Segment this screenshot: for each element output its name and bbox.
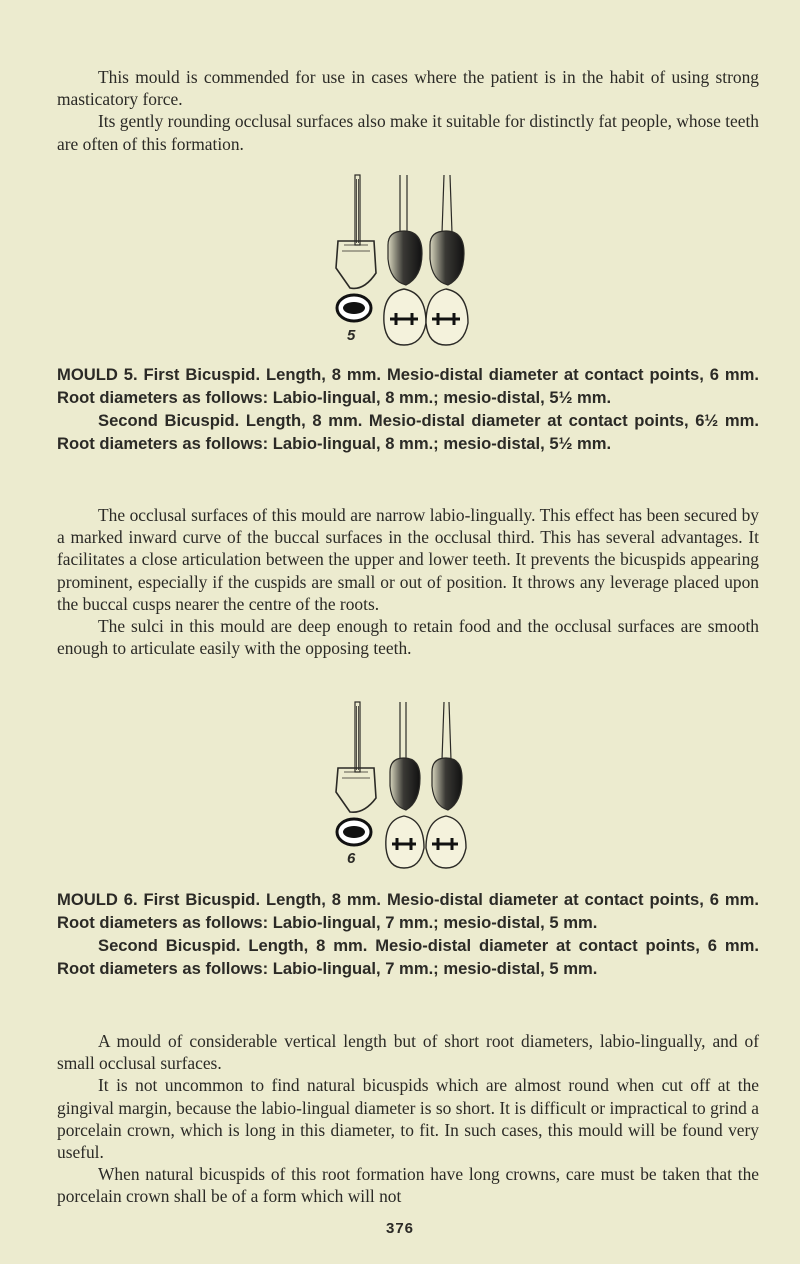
mould-5-paragraph-4: The sulci in this mould are deep enough to retain food and the occlusal surfaces are smooth enough to articulate easily with the opposing teeth. xyxy=(57,616,759,659)
mould-5-first-bicuspid: MOULD 5. First Bicuspid. Length, 8 mm. Mesio-distal diameter at contact points, 6 mm. Root diameters as follows: Labio-lingual, 8 mm.; mesio-distal, 5½ mm. xyxy=(57,365,759,407)
mould-6-specs xyxy=(57,888,759,980)
intro-paragraph-1: This mould is commended for use in cases where the patient is in the habit of using strong masticatory force. xyxy=(57,67,759,110)
intro-paragraph-2: Its gently rounding occlusal surfaces also make it suitable for distinctly fat people, whose teeth are often of this formation. xyxy=(57,111,759,154)
mould-6-paragraph-4: It is not uncommon to find natural bicuspids which are almost round when cut off at the gingival margin, because the labio-lingual diameter is so short. It is difficult or impractical to grind a porcelain crown, which is long in this diameter, to fit. In such cases, this mould will be found very useful. xyxy=(57,1075,759,1163)
mould-5-paragraph-3: The occlusal surfaces of this mould are narrow labio-lingually. This effect has been secured by a marked inward curve of the buccal surfaces in the occlusal third. This has several advantages. It facilitates a close articulation between the upper and lower teeth. It prevents the bicuspids appearing prominent, especially if the cuspids are small or out of position. It throws any leverage placed upon the buccal cusps nearer the centre of the roots. xyxy=(57,505,759,614)
page-number: 376 xyxy=(385,1220,415,1237)
root-cross-section xyxy=(337,295,371,321)
mould-6-illustration xyxy=(334,700,484,880)
tooth-profile-outline xyxy=(336,702,376,812)
mould-6-second-bicuspid: Second Bicuspid. Length, 8 mm. Mesio-distal diameter at contact points, 6 mm. Root diameters as follows: Labio-lingual, 7 mm.; mesio-distal, 5 mm. xyxy=(57,936,759,978)
occlusal-view-2 xyxy=(426,289,468,345)
mould-6-description xyxy=(57,1030,759,1208)
tooth-profile-shaded-1 xyxy=(390,702,420,810)
tooth-profile-shaded-1 xyxy=(388,175,422,285)
tooth-profile-shaded-2 xyxy=(430,175,464,285)
tooth-profile-outline xyxy=(336,175,376,288)
intro-text xyxy=(57,66,759,155)
occlusal-view-2 xyxy=(426,816,466,868)
occlusal-view-1 xyxy=(386,816,424,868)
mould-5-description xyxy=(57,504,759,659)
figure-5-label: 5 xyxy=(347,327,356,344)
tooth-profile-shaded-2 xyxy=(432,702,462,810)
root-cross-section xyxy=(337,819,371,845)
occlusal-view-1 xyxy=(384,289,426,345)
figure-6-label: 6 xyxy=(347,850,356,867)
mould-5-specs xyxy=(57,363,759,455)
mould-6-paragraph-3: A mould of considerable vertical length but of short root diameters, labio-lingually, and of small occlusal surfaces. xyxy=(57,1031,759,1074)
mould-6-first-bicuspid: MOULD 6. First Bicuspid. Length, 8 mm. Mesio-distal diameter at contact points, 6 mm. Root diameters as follows: Labio-lingual, 7 mm.; mesio-distal, 5 mm. xyxy=(57,890,759,932)
mould-6-paragraph-5: When natural bicuspids of this root formation have long crowns, care must be taken that the porcelain crown shall be of a form which will not xyxy=(57,1164,759,1207)
mould-5-second-bicuspid: Second Bicuspid. Length, 8 mm. Mesio-distal diameter at contact points, 6½ mm. Root diameters as follows: Labio-lingual, 8 mm.; mesio-distal, 5½ mm. xyxy=(57,411,759,453)
mould-5-illustration xyxy=(334,173,484,353)
